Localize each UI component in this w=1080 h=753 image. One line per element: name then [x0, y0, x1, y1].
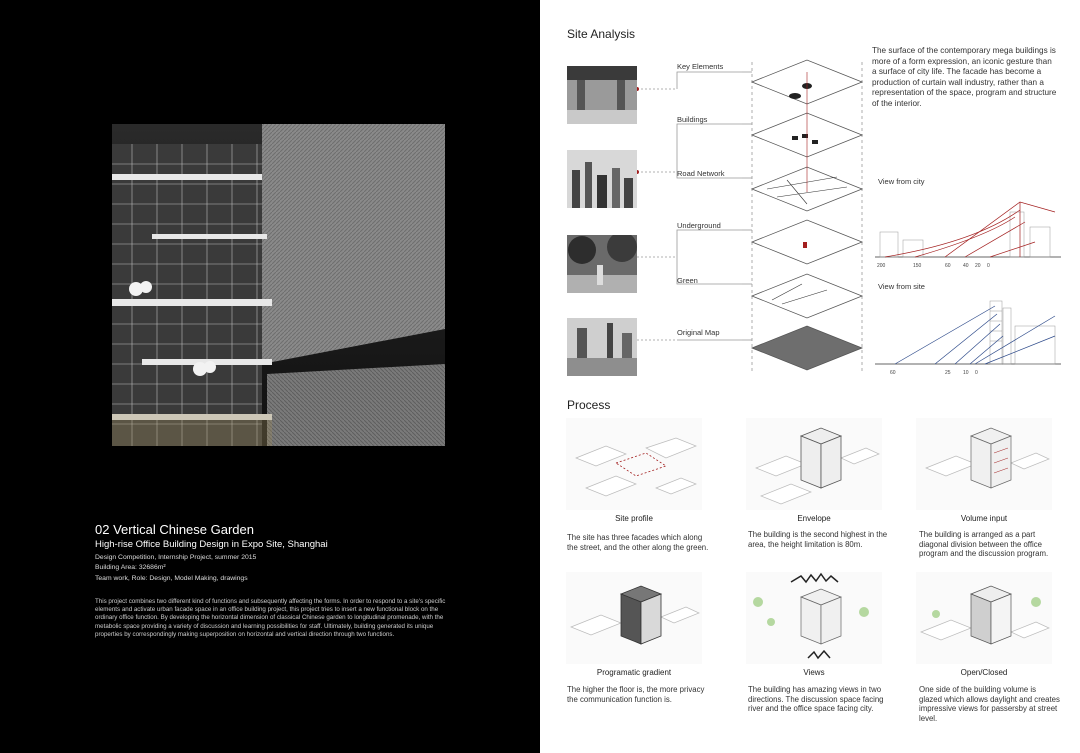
process-desc-programatic-gradient: The higher the floor is, the more privacy the communication function is.	[567, 685, 705, 704]
project-meta-role: Team work, Role: Design, Model Making, drawings	[95, 575, 248, 582]
river-photo	[567, 318, 637, 376]
process-title: Process	[567, 398, 611, 412]
city-tick-40: 40	[963, 263, 969, 269]
process-label-volume-input: Volume input	[960, 514, 1008, 523]
project-title: 02 Vertical Chinese Garden	[95, 522, 254, 537]
site-tick-25: 25	[945, 370, 951, 376]
city-tick-60: 60	[945, 263, 951, 269]
view-from-city-diagram	[875, 192, 1061, 272]
key-elements-photo	[567, 66, 637, 124]
volume-input-diagram	[916, 418, 1052, 510]
process-desc-volume-input: The building is arranged as a part diagonal division between the office program and the discussion program.	[919, 530, 1049, 559]
city-tick-200: 200	[877, 263, 886, 269]
site-analysis-text: The surface of the contemporary mega buildings is more of a form expression, an iconic gesture than a surface of city life. The facade has become a production of curtain wall industry, rather than a representation of the space, program and structure of the interior.	[872, 46, 1057, 108]
process-desc-envelope: The building is the second highest in the area, the height limitation is 80m.	[748, 530, 888, 549]
process-label-envelope: Envelope	[797, 514, 831, 523]
layer-label-original-map: Original Map	[677, 328, 720, 337]
city-tick-150: 150	[913, 263, 922, 269]
layer-label-green: Green	[677, 276, 698, 285]
site-tick-0: 0	[975, 370, 978, 376]
programatic-gradient-diagram	[566, 572, 702, 664]
city-tick-0: 0	[987, 263, 990, 269]
process-label-site-profile: Site profile	[615, 514, 653, 523]
layer-label-key-elements: Key Elements	[677, 62, 724, 71]
process-label-programatic-gradient: Programatic gradient	[596, 668, 672, 677]
project-meta-competition: Design Competition, Internship Project, summer 2015	[95, 554, 257, 561]
process-desc-views: The building has amazing views in two directions. The discussion space facing river and the office space facing city.	[748, 685, 884, 714]
project-meta-area: Building Area: 32686m²	[95, 564, 166, 571]
view-from-site-diagram	[875, 296, 1061, 378]
view-from-site-label: View from site	[878, 282, 925, 291]
street-photo	[567, 235, 637, 293]
layer-label-underground: Underground	[677, 221, 721, 230]
city-tick-20: 20	[975, 263, 981, 269]
layer-label-buildings: Buildings	[677, 115, 708, 124]
view-from-city-label: View from city	[878, 177, 925, 186]
site-tick-10: 10	[963, 370, 969, 376]
site-analysis-title: Site Analysis	[567, 27, 636, 41]
right-page	[540, 0, 1080, 753]
layer-label-road-network: Road Network	[677, 169, 725, 178]
site-layers-diagram	[637, 52, 867, 382]
buildings-photo	[567, 150, 637, 208]
building-model-photo	[112, 124, 445, 446]
envelope-diagram	[746, 418, 882, 510]
process-desc-site-profile: The site has three facades which along the street, and the other along the green.	[567, 533, 709, 552]
project-subtitle: High-rise Office Building Design in Expo Site, Shanghai	[95, 539, 328, 550]
open-closed-diagram	[916, 572, 1052, 664]
process-label-views: Views	[803, 668, 825, 677]
process-desc-open-closed: One side of the building volume is glazed which allows daylight and creates impressive views for passersby at street level.	[919, 685, 1060, 723]
project-description: This project combines two different kind of functions and subsequently affecting the forms. In order to respond to a site's specific elements and activate urban facade space in an office building project, this project tries to insert a new functional block on the ordinary office function. By developing the horizontal dimension of classical Chinese garden to longitudinal promenade, with the metabolic space providing a variety of discussion and learning possibilities for staff. Ultimately, building generated its unique properties by correspondingly making superposition on horizontal and vertical direction through two functions.	[95, 598, 446, 638]
process-label-open-closed: Open/Closed	[960, 668, 1008, 677]
site-profile-diagram	[566, 418, 702, 510]
site-tick-60: 60	[890, 370, 896, 376]
views-diagram	[746, 572, 882, 664]
